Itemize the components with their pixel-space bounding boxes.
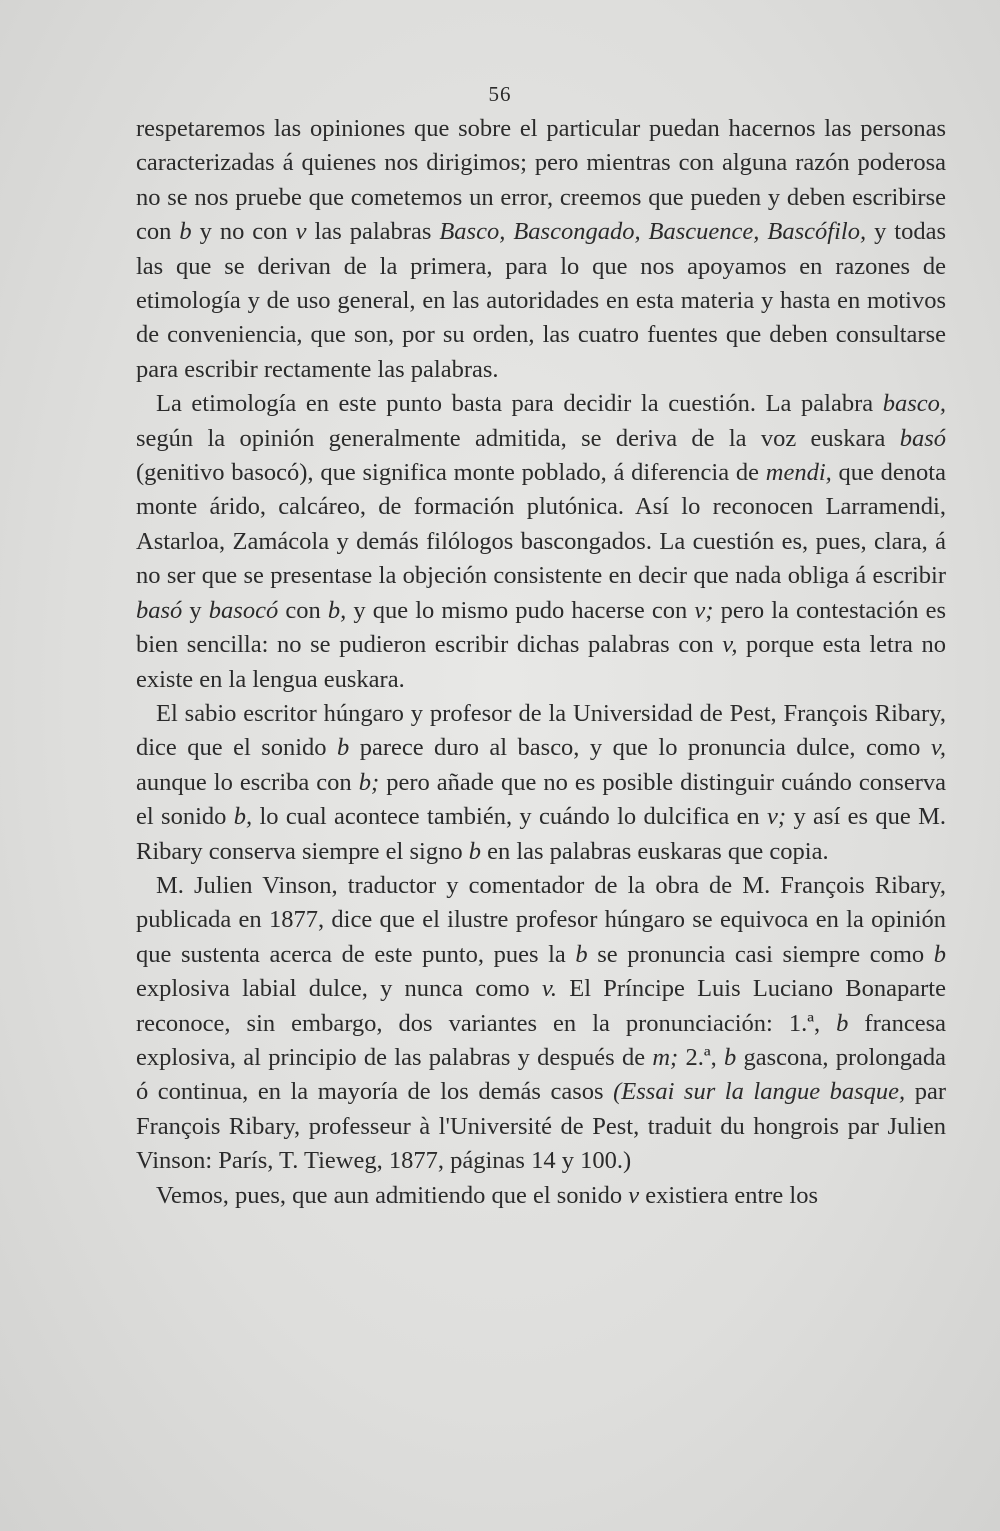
text-run: se pronuncia casi siempre como [587,940,934,968]
text-run: en las palabras euskaras que copia. [480,837,829,865]
text-run: b [179,218,192,246]
text-run: gascona, prolongada ó continua, en la mayoría de los demás casos [136,1043,947,1106]
paragraph-4 [136,869,946,1179]
text-run: v [628,1181,640,1209]
text-run: lo cual acontece también, y cuándo lo dulcifica en [252,803,768,831]
text-run: las palabras [306,218,440,246]
text-run: basó [136,596,183,624]
paragraph-2 [136,387,946,697]
text-run: con [278,596,328,624]
text-run: v. [541,975,558,1003]
text-run: El Príncipe Luis Luciano Bonaparte reconoce, sin embargo, dos variantes en la pronunciación: 1.ª, [136,975,946,1037]
text-run: La etimología en este punto basta para decidir la cuestión. La palabra [156,390,883,418]
paragraph-5 [136,1179,946,1213]
text-run: y todas las que se derivan de la primera, para lo que nos apoyamos en razones de etimología y de uso general, en las autoridades en esta materia y hasta en motivos de conveniencia, que son, por su orden, las cuatro fuentes que deben consultarse para escribir rectamente las palabras. [136,218,947,383]
text-run: y no con [191,218,296,246]
text-run: b; [358,768,380,796]
text-run: pero añade que no es posible distinguir cuándo conserva el sonido [136,768,946,831]
text-run: par François Ribary, professeur à l'Université de Pest, traduit du hongrois par Julien Vinson: París, T. Tieweg, 1877, páginas 14 y 100.) [136,1078,947,1175]
text-run: existiera entre los [639,1181,819,1209]
text-run: y que lo mismo pudo hacerse con [346,596,695,624]
text-run: y [182,596,209,624]
body-text [136,112,946,1213]
text-run: v, [722,631,738,659]
text-run: b [724,1043,737,1071]
text-run: m; [652,1043,679,1071]
text-run: b [337,734,350,762]
text-run: parece duro al basco, y que lo pronuncia dulce, como [349,734,931,762]
text-run: (genitivo basocó), que significa monte poblado, á diferencia de [136,459,766,487]
text-run: b, [327,596,347,624]
text-run: que denota monte árido, calcáreo, de formación plutónica. Así lo reconocen Larramendi, Astarloa, Zamácola y demás filólogos bascongados. La cuestión es, pues, clara, á no ser que se presentase la objeción consistente en decir que nada obliga á escribir [136,459,946,590]
text-run: v [295,218,307,246]
text-run: b [468,837,481,865]
text-run: francesa explosiva, al principio de las palabras y después de [136,1009,947,1071]
text-run: Vemos, pues, que aun admitiendo que el sonido [156,1181,629,1209]
text-run: v; [694,596,714,624]
text-run: y así es que M. Ribary conserva siempre el signo [136,803,946,865]
text-run: respetaremos las opiniones que sobre el particular puedan hacernos las personas caracterizadas á quienes nos dirigimos; pero mientras con alguna razón poderosa no se nos pruebe que cometemos un error, creemos que pueden y deben escribirse con [136,115,946,246]
text-run: 2.ª, [678,1043,724,1071]
text-run: explosiva labial dulce, y nunca como [136,975,542,1003]
text-run: porque esta letra no existe en la lengua euskara. [136,631,946,693]
text-run: v, [930,734,947,762]
text-run: b [933,940,947,968]
paragraph-3 [136,697,946,869]
page-number: 56 [488,82,512,106]
text-run: (Essai sur la langue basque, [613,1078,906,1106]
text-run: M. Julien Vinson, traductor y comentador de la obra de M. François Ribary, publicada en 1877, dice que el ilustre profesor húngaro se equivoca en la opinión que sustenta acerca de este punto, pues la [136,871,946,968]
text-run: basó [899,424,946,452]
text-run: b, [233,803,253,831]
text-run: mendi, [765,459,832,487]
text-run: basco, [882,390,946,418]
text-run: El sabio escritor húngaro y profesor de la Universidad de Pest, François Ribary, dice que el sonido [136,699,946,762]
text-run: pero la contestación es bien sencilla: no se pudieron escribir dichas palabras con [136,596,947,659]
text-run: basocó [208,596,279,624]
text-run: Basco, Bascongado, Bascuence, Bascófilo, [439,218,867,246]
text-run: según la opinión generalmente admitida, se deriva de la voz euskara [136,424,900,452]
text-run: aunque lo escriba con [136,768,359,796]
paragraph-1 [136,112,946,387]
text-run: v; [767,803,787,831]
text-run: b [836,1009,849,1037]
text-run: b [575,940,588,968]
